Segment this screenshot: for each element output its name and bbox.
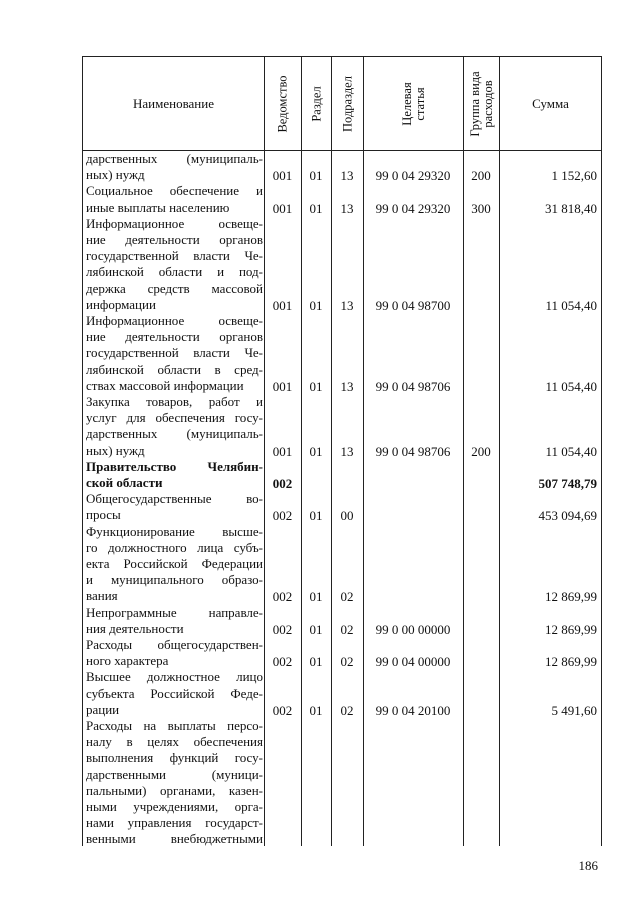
row-raz-cell: 01: [309, 702, 323, 718]
row-sum-cell: 12 869,99: [545, 621, 597, 637]
row-pod-cell: 02: [340, 654, 354, 670]
row-name-line: ствах массовой информации: [86, 377, 244, 393]
row-name-line: Расходы на выплаты персо-: [86, 718, 263, 733]
row-ved-cell: 002: [272, 589, 293, 605]
row-name-line: вания: [86, 588, 118, 604]
row-sum-cell: 31 818,40: [545, 200, 597, 216]
header-razdel-text: Раздел: [309, 85, 323, 122]
row-name-line: ных) нужд: [86, 167, 145, 183]
row-cel-cell: 99 0 04 29320: [375, 168, 451, 184]
header-celevaya-line2: статья: [412, 86, 427, 121]
row-name-line: Информационное освеще-: [86, 313, 263, 328]
row-pod-cell: 13: [340, 443, 354, 459]
header-podrazdel: [332, 57, 363, 150]
row-name-line: го должностного лица субъ-: [86, 539, 263, 555]
row-name-line: Общегосударственные во-: [86, 491, 263, 507]
row-name-line: налу в целях обеспечения: [86, 734, 263, 750]
row-name-line: екта Российской Федерации: [86, 556, 263, 571]
row-name-line: государственной власти Че-: [86, 345, 263, 361]
row-name-line: просы: [86, 507, 121, 523]
row-grp-cell: 200: [471, 443, 491, 459]
row-name-line: информации: [86, 296, 156, 312]
header-razdel: [302, 57, 331, 150]
row-raz-cell: 01: [309, 443, 323, 459]
row-name-line: рации: [86, 701, 120, 717]
row-name-line: ными учреждениями, орга-: [86, 799, 263, 814]
row-cel-cell: 99 0 04 00000: [375, 654, 451, 670]
row-name-line: ние деятельности органов: [86, 232, 263, 247]
row-sum-cell: 11 054,40: [545, 297, 597, 313]
row-name-line: государственной власти Че-: [86, 248, 263, 264]
row-name-line: дарственных (муниципаль-: [86, 426, 263, 442]
row-ved-cell: 001: [272, 378, 293, 394]
row-name-line: Расходы общегосударствен-: [86, 637, 263, 652]
row-raz-cell: 01: [309, 508, 323, 524]
row-raz-cell: 01: [309, 378, 323, 394]
header-gruppa-line1: Группа вида: [467, 70, 482, 137]
row-name-line: ние деятельности органов: [86, 329, 263, 345]
row-name-line: лябинской области и под-: [86, 264, 263, 280]
row-sum-cell: 453 094,69: [538, 508, 597, 524]
row-name-line: Информационное освеще-: [86, 215, 263, 231]
row-sum-cell: 5 491,60: [551, 702, 597, 718]
row-ved-cell: 002: [272, 476, 293, 491]
header-celevaya-line1: Целевая: [399, 81, 414, 126]
row-name-line: дарственными (муници-: [86, 766, 263, 782]
row-pod-cell: 02: [340, 621, 354, 637]
header-name: [83, 57, 264, 150]
page-number: 186: [578, 858, 598, 873]
header-celevaya: [364, 57, 463, 150]
row-name-line: ния деятельности: [86, 620, 184, 636]
row-name-line: субъекта Российской Феде-: [86, 685, 263, 701]
row-sum-cell: 11 054,40: [545, 443, 597, 459]
row-sum-cell: 12 869,99: [545, 589, 597, 605]
header-summa-text: Сумма: [532, 95, 569, 111]
row-raz-cell: 01: [309, 297, 323, 313]
row-name-line: Непрограммные направле-: [86, 604, 263, 620]
row-name-line: ных) нужд: [86, 442, 145, 458]
row-name-line: Закупка товаров, работ и: [86, 394, 263, 409]
row-ved-cell: 002: [272, 621, 293, 637]
row-pod-cell: 02: [340, 702, 354, 718]
row-name-line: пальными) органами, казен-: [86, 782, 263, 798]
row-raz-cell: 01: [309, 621, 323, 637]
row-name-line: венными внебюджетными: [86, 831, 263, 847]
row-pod-cell: 00: [340, 508, 354, 524]
row-pod-cell: 13: [340, 378, 354, 394]
header-gruppa-text: [469, 71, 495, 136]
row-cel-cell: 99 0 04 29320: [375, 200, 451, 216]
header-gruppa-line2: расходов: [480, 79, 495, 128]
row-cel-cell: 99 0 00 00000: [375, 621, 451, 637]
row-grp-cell: 300: [471, 200, 491, 216]
row-name-line: иные выплаты населению: [86, 199, 230, 215]
row-name-line: Функционирование высше-: [86, 523, 263, 539]
row-sum-cell: 11 054,40: [545, 378, 597, 394]
row-grp-cell: 200: [471, 168, 491, 184]
row-sum-cell: 12 869,99: [545, 654, 597, 670]
header-podrazdel-text: Подраздел: [340, 75, 354, 132]
header-summa: [500, 57, 601, 150]
row-name-line: Высшее должностное лицо: [86, 669, 263, 685]
header-celevaya-text: [401, 82, 427, 125]
row-ved-cell: 001: [272, 297, 293, 313]
row-raz-cell: 01: [309, 168, 323, 184]
row-pod-cell: 02: [340, 589, 354, 605]
row-pod-cell: 13: [340, 297, 354, 313]
row-name-line: ного характера: [86, 653, 169, 669]
header-gruppa: [464, 57, 499, 150]
row-raz-cell: 01: [309, 654, 323, 670]
row-cel-cell: 99 0 04 20100: [375, 702, 451, 718]
row-sum-cell: 507 748,79: [538, 476, 597, 491]
row-name-line: Правительство Челябин-: [86, 458, 263, 474]
row-ved-cell: 001: [272, 168, 293, 184]
row-raz-cell: 01: [309, 200, 323, 216]
header-vedomstvo: [265, 57, 301, 150]
row-pod-cell: 13: [340, 168, 354, 184]
header-name-text: Наименование: [133, 95, 214, 111]
row-ved-cell: 002: [272, 654, 293, 670]
row-name-line: держка средств массовой: [86, 280, 263, 296]
row-raz-cell: 01: [309, 589, 323, 605]
table-left-border: [82, 56, 83, 846]
row-name-line: и муниципального образо-: [86, 572, 263, 588]
row-ved-cell: 001: [272, 443, 293, 459]
row-name-line: выполнения функций госу-: [86, 750, 263, 766]
row-ved-cell: 001: [272, 200, 293, 216]
row-name-line: нами управления государст-: [86, 815, 263, 831]
row-pod-cell: 13: [340, 200, 354, 216]
row-cel-cell: 99 0 04 98706: [375, 378, 451, 394]
row-cel-cell: 99 0 04 98700: [375, 297, 451, 313]
row-name-line: услуг для обеспечения госу-: [86, 410, 263, 426]
table-right-border: [601, 56, 602, 846]
row-name-line: лябинской области в сред-: [86, 361, 263, 377]
row-name-line: Социальное обеспечение и: [86, 183, 263, 199]
header-vedomstvo-text: Ведомство: [275, 74, 290, 133]
row-sum-cell: 1 152,60: [551, 168, 597, 184]
row-cel-cell: 99 0 04 98706: [375, 443, 451, 459]
row-ved-cell: 002: [272, 508, 293, 524]
row-name-line: дарственных (муниципаль-: [86, 151, 263, 166]
row-name-line: ской области: [86, 475, 163, 490]
row-ved-cell: 002: [272, 702, 293, 718]
